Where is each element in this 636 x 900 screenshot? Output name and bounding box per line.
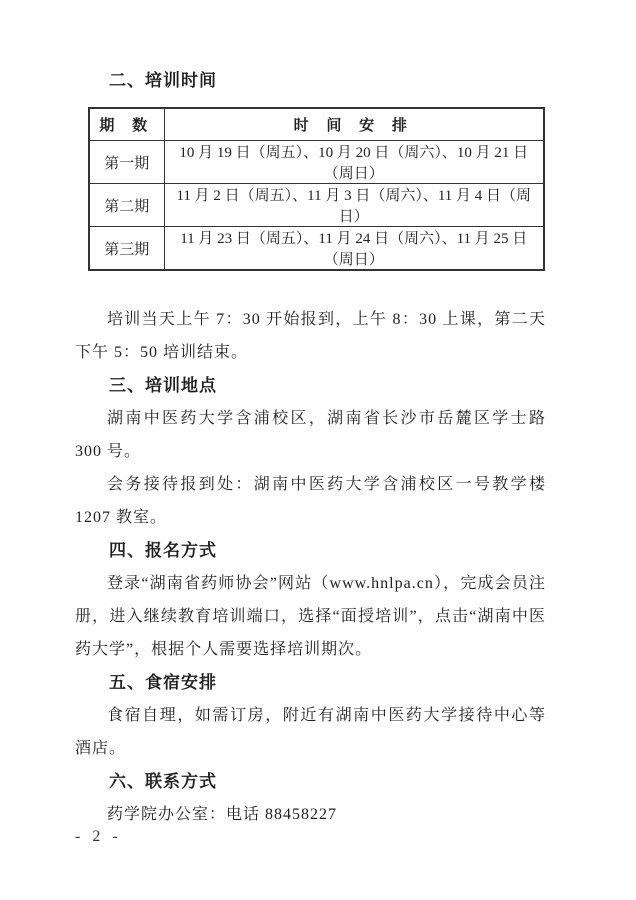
table-header-period: 期 数	[89, 108, 164, 141]
training-time-note: 培训当天上午 7：30 开始报到，上午 8：30 上课，第二天下午 5：50 培训结束。	[75, 311, 546, 361]
section-heading-training-time: 二、培训时间	[109, 71, 217, 90]
schedule-cell: 11 月 23 日（周五）、11 月 24 日（周六）、11 月 25 日（周日）	[164, 227, 544, 271]
accommodation-paragraph: 食宿自理，如需订房，附近有湖南中医药大学接待中心等酒店。	[75, 707, 546, 757]
period-cell: 第三期	[89, 227, 164, 271]
page-number: - 2 -	[75, 828, 122, 845]
section-heading-accommodation: 五、食宿安排	[109, 673, 217, 692]
section-heading-contact: 六、联系方式	[109, 772, 217, 791]
schedule-cell: 11 月 2 日（周五）、11 月 3 日（周六）、11 月 4 日（周日）	[164, 184, 544, 227]
table-row	[89, 141, 544, 184]
schedule-cell: 10 月 19 日（周五）、10 月 20 日（周六）、10 月 21 日（周日）	[164, 141, 544, 184]
table-row	[89, 227, 544, 271]
period-cell: 第二期	[89, 184, 164, 227]
table-row	[89, 184, 544, 227]
registration-paragraph: 登录“湖南省药师协会”网站（www.hnlpa.cn），完成会员注册，进入继续教育培训端口，选择“面授培训”，点击“湖南中医药大学”，根据个人需要选择培训期次。	[75, 575, 546, 658]
location-address-paragraph: 湖南中医药大学含浦校区，湖南省长沙市岳麓区学士路 300 号。	[75, 410, 546, 460]
location-reception-paragraph: 会务接待报到处：湖南中医药大学含浦校区一号教学楼 1207 教室。	[75, 476, 546, 526]
section-heading-registration: 四、报名方式	[109, 541, 217, 560]
contact-paragraph: 药学院办公室：电话 88458227	[107, 806, 338, 823]
period-cell: 第一期	[89, 141, 164, 184]
section-heading-location: 三、培训地点	[109, 376, 217, 395]
table-header-schedule: 时 间 安 排	[164, 108, 544, 141]
training-schedule-table	[88, 107, 545, 271]
table-header-row	[89, 108, 544, 141]
